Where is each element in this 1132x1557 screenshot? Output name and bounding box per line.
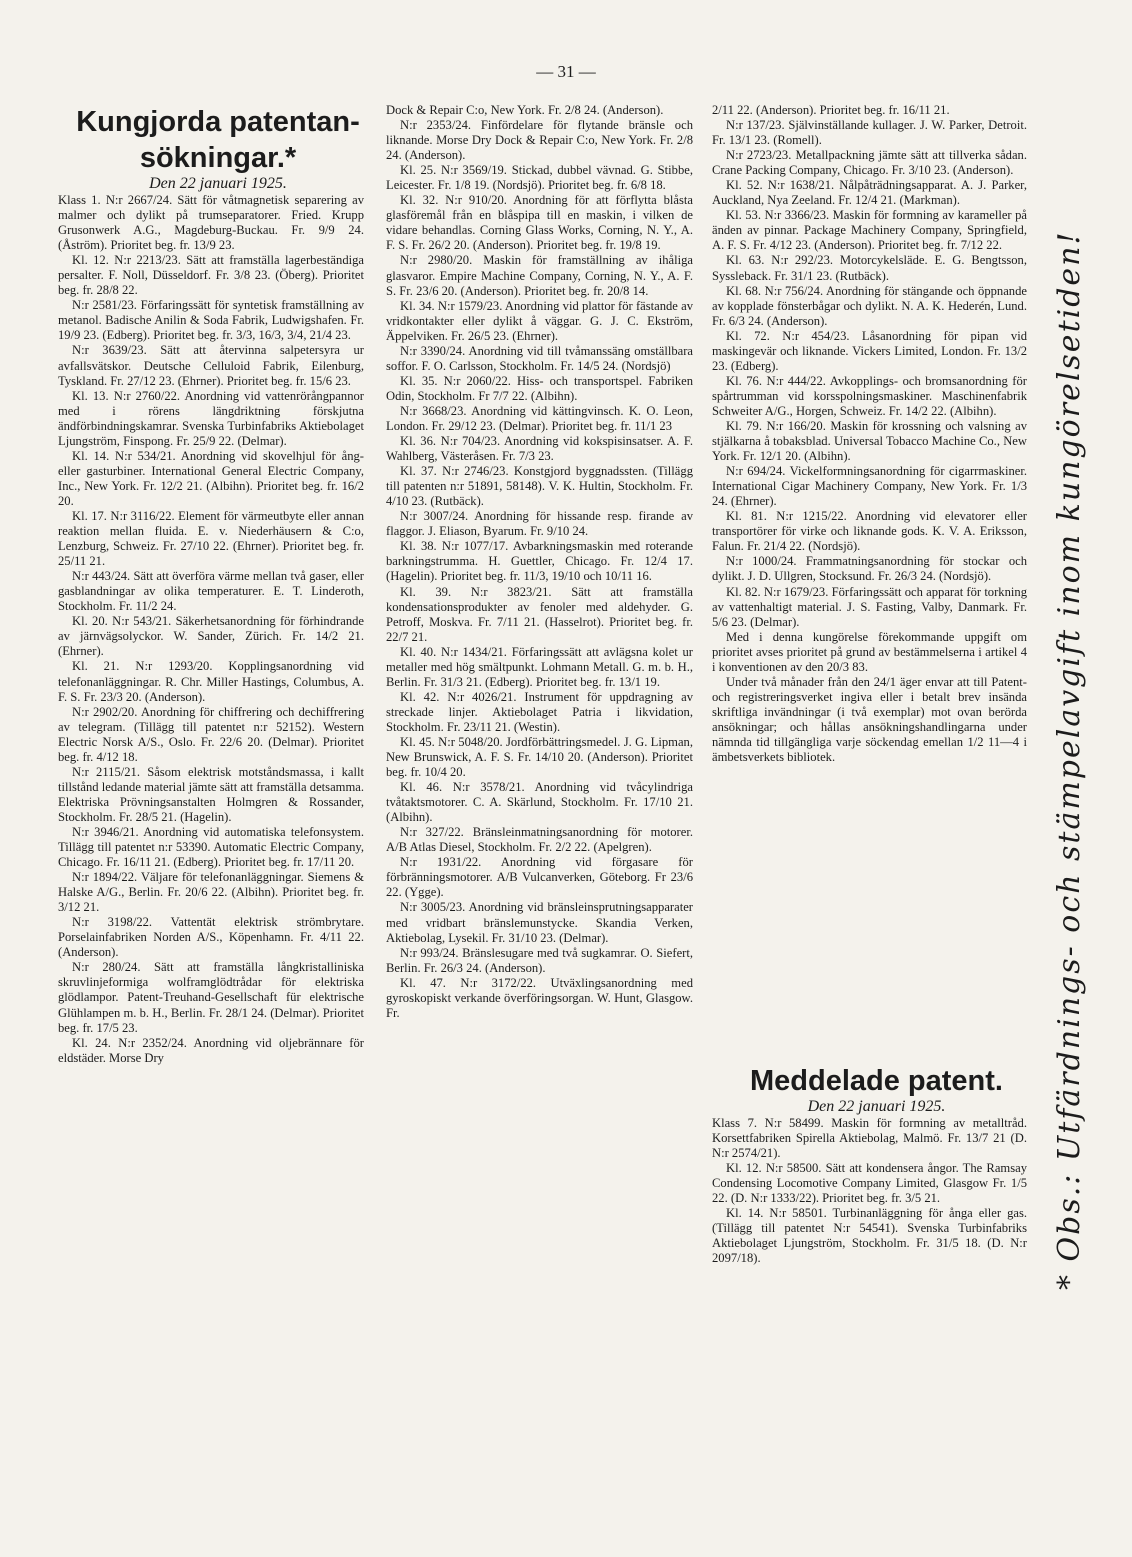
patent-entry: Kl. 37. N:r 2746/23. Konstgjord byggnadssten. (Tillägg till patenten n:r 51891, 58148). V. K. Hultin, Stockholm. Fr. 4/10 23. (Rutbäck). (386, 464, 693, 509)
patent-entry: Kl. 20. N:r 543/21. Säkerhetsanordning för förhindrande av järnvägsolyckor. W. Sander, Zürich. Fr. 14/2 21. (Ehrner). (58, 614, 364, 659)
column-2 (386, 103, 693, 1021)
entries-col3 (712, 103, 1027, 765)
patent-entry: Kl. 12. N:r 58500. Sätt att kondensera ångor. The Ramsay Condensing Locomotive Company Limited, Glasgow Fr. 1/5 22. (D. N:r 1333/22). Prioritet beg. fr. 3/5 21. (712, 1161, 1027, 1206)
patent-entry: N:r 993/24. Bränslesugare med två sugkamrar. O. Siefert, Berlin. Fr. 26/3 24. (Anderson). (386, 945, 693, 975)
patent-entry: N:r 3668/23. Anordning vid kättingvinsch. K. O. Leon, London. Fr. 29/12 23. (Delmar). Prioritet beg. fr. 11/1 23 (386, 403, 693, 433)
patent-entry: N:r 3390/24. Anordning vid till tvåmanssäng omställbara soffor. F. O. Carlsson, Stockholm. Fr. 14/5 24. (Nordsjö) (386, 343, 693, 373)
patent-entry: N:r 1894/22. Väljare för telefonanläggningar. Siemens & Halske A/G., Berlin. Fr. 20/6 22. (Albihn). Prioritet beg. fr. 3/12 21. (58, 870, 364, 915)
patent-entry: Kl. 35. N:r 2060/22. Hiss- och transportspel. Fabriken Odin, Stockholm. Fr 7/7 22. (Albihn). (386, 373, 693, 403)
patent-entry: Kl. 34. N:r 1579/23. Anordning vid plattor för fästande av vridkontakter eller dylikt å väggar. G. J. C. Ekström, Äppelviken. Fr. 26/5 23. (Ehrner). (386, 298, 693, 343)
patent-entry: Kl. 14. N:r 58501. Turbinanläggning för ånga eller gas. (Tillägg till patentet N:r 54541). Svenska Turbinfabriks Aktiebolaget Ljungström, Stockholm. Fr. 31/5 18. (D. N:r 2097/18). (712, 1206, 1027, 1266)
patent-entry: Med i denna kungörelse förekommande uppgift om prioritet avses prioritet på grund av bestämmelserna i artikel 4 i konventionen av den 20/3 83. (712, 629, 1027, 674)
granted-date: Den 22 januari 1925. (807, 1098, 946, 1116)
patent-entry: Klass 7. N:r 58499. Maskin för formning av metalltråd. Korsettfabriken Spirella Aktiebolag, Malmö. Fr. 13/7 21 (D. N:r 2574/21). (712, 1116, 1027, 1161)
entries-granted (712, 1116, 1027, 1266)
patent-entry: Kl. 82. N:r 1679/23. Förfaringssätt och apparat för torkning av vattenhaltigt material. J. S. Fasting, Valby, Danmark. Fr. 5/6 23. (Delmar). (712, 584, 1027, 629)
patent-entry: Kl. 46. N:r 3578/21. Anordning vid tvåcylindriga tvåtaktsmotorer. C. A. Skärlund, Stockholm. Fr. 17/10 21. (Albihn). (386, 780, 693, 825)
patent-entry: Dock & Repair C:o, New York. Fr. 2/8 24. (Anderson). (386, 103, 664, 117)
granted-title: Meddelade patent. (750, 1065, 1003, 1098)
patent-entry: N:r 3005/23. Anordning vid bränsleinsprutningsapparater med vridbart bränslemunstycke. Skandia Verken, Aktiebolag, Lysekil. Fr. 31/10 23. (Delmar). (386, 900, 693, 945)
patent-entry: N:r 2581/23. Förfaringssätt för syntetisk framställning av metanol. Badische Anilin & Soda Fabrik, Ludwigshafen. Fr. 19/9 23. (Edberg). Prioritet beg. fr. 3/3, 16/3, 3/4, 21/4 23. (58, 298, 364, 343)
patent-entry: N:r 3198/22. Vattentät elektrisk strömbrytare. Porselainfabriken Norden A/S., Köpenhamn. Fr. 4/11 22. (Anderson). (58, 915, 364, 960)
patent-entry: Kl. 17. N:r 3116/22. Element för värmeutbyte eller annan reaktion mellan fluida. E. v. Niederhäusern & C:o, Lenzburg, Schweiz. Fr. 27/10 22. (Ehrner). Prioritet beg. fr. 25/11 21. (58, 508, 364, 569)
section-title-line1: Kungjorda patentan- (76, 106, 360, 138)
patent-entry: N:r 1931/22. Anordning vid förgasare för förbränningsmotorer. A/B Vulcanverken, Göteborg. Fr 23/6 22. (Ygge). (386, 855, 693, 900)
patent-entry: Kl. 81. N:r 1215/22. Anordning vid elevatorer eller transportörer för virke och liknande gods. K. V. A. Eriksson, Falun. Fr. 21/4 22. (Nordsjö). (712, 509, 1027, 554)
patent-entry: Kl. 21. N:r 1293/20. Kopplingsanordning vid telefonanläggningar. R. Chr. Miller Hastings, Columbus, A. F. S. Fr. 23/3 20. (Anderson). (58, 659, 364, 704)
patent-entry: N:r 1000/24. Frammatningsanordning för stockar och dylikt. J. D. Ullgren, Stocksund. Fr. 26/3 24. (Nordsjö). (712, 554, 1027, 584)
patent-entry: N:r 3946/21. Anordning vid automatiska telefonsystem. Tillägg till patentet n:r 53390. Automatic Electric Company, Chicago. Fr. 16/11 21. (Edberg). Prioritet beg. fr. 17/11 20. (58, 824, 364, 870)
section-title-line2: sökningar.* (139, 142, 297, 174)
patent-entry: Kl. 39. N:r 3823/21. Sätt att framställa kondensationsprodukter av fenoler med aldehyder. G. Petroff, Moskva. Fr. 7/11 21. (Hasselrot). Prioritet beg. fr. 22/7 21. (386, 584, 693, 644)
patent-entry: Kl. 63. N:r 292/23. Motorcykelsläde. E. G. Bengtsson, Syssleback. Fr. 31/1 23. (Rutbäck). (712, 253, 1027, 283)
patent-entry: N:r 2723/23. Metallpackning jämte sätt att tillverka sådan. Crane Packing Company, Chicago. Fr. 3/10 23. (Anderson). (712, 148, 1027, 178)
patent-entry: Kl. 14. N:r 534/21. Anordning vid skovelhjul för ång- eller gasturbiner. International General Electric Company, Inc., New York. Fr. 12/2 21. (Albihn). Prioritet beg. fr. 16/2 20. (58, 448, 364, 508)
patent-entry: Kl. 32. N:r 910/20. Anordning för att förflytta blåsta glasföremål från en blåspipa till en maskin, i vilken de vidare behandlas. Corning Glass Works, Corning, N. Y., A. F. S. Fr. 26/2 20. (Anderson). Prioritet beg. fr. 19/8 19. (386, 193, 693, 253)
patent-entry: Kl. 53. N:r 3366/23. Maskin för formning av karameller på änden av pinnar. Package Machinery Company, Springfield, A. F. S. Fr. 4/12 23. (Anderson). Prioritet beg. fr. 7/12 22. (712, 208, 1027, 253)
patent-entry: Kl. 42. N:r 4026/21. Instrument för uppdragning av streckade linjer. Aktiebolaget Patria i likvidation, Stockholm. Fr. 23/11 21. (Westin). (386, 689, 693, 734)
patent-entry: N:r 280/24. Sätt att framställa långkristalliniska skruvlinjeformiga wolframglödtrådar för elektriska glödlampor. Patent-Treuhand-Gesellschaft für elektrische Glühlampen m. b. H., Berlin. Fr. 28/1 24. (Delmar). Prioritet beg. fr. 17/5 23. (58, 960, 364, 1035)
patent-entry: Klass 1. N:r 2667/24. Sätt för våtmagnetisk separering av malmer och dylikt på trumseparatorer. Fried. Krupp Grusonwerk A.G., Magdeburg-Buckau. Fr. 9/9 24. (Åström). Prioritet beg. fr. 13/9 23. (58, 193, 364, 253)
patent-entry: N:r 3639/23. Sätt att återvinna salpetersyra ur avfallsvätskor. Deutsche Celluloid Fabrik, Eilenburg, Tyskland. Fr. 27/12 23. (Ehrner). Prioritet beg. fr. 15/6 23. (58, 343, 364, 388)
section-date: Den 22 januari 1925. (149, 175, 287, 192)
patent-entry: Kl. 36. N:r 704/23. Anordning vid kokspisinsatser. A. F. Wahlberg, Västeråsen. Fr. 7/3 23. (386, 434, 693, 464)
column-3 (712, 103, 1027, 1267)
patent-entry: Kl. 79. N:r 166/20. Maskin för krossning och valsning av stjälkarna å tobaksblad. Universal Tobacco Machine Co., New York. Fr. 12/1 20. (Albihn). (712, 418, 1027, 464)
patent-entry: N:r 3007/24. Anordning för hissande resp. firande av flaggor. J. Eliason, Byarum. Fr. 9/10 24. (386, 509, 693, 539)
patent-entry: N:r 2980/20. Maskin för framställning av ihåliga glasvaror. Empire Machine Company, Corning, N. Y., A. F. S. Fr. 23/6 20. (Anderson). Prioritet beg. fr. 20/8 14. (386, 253, 693, 298)
patent-entry: N:r 443/24. Sätt att överföra värme mellan två gaser, eller gasblandningar av olika temperaturer. E. T. Linderoth, Stockholm. Fr. 11/2 24. (58, 569, 364, 614)
patent-entry: N:r 327/22. Bränsleinmatningsanordning för motorer. A/B Atlas Diesel, Stockholm. Fr. 2/2 22. (Apelgren). (386, 825, 693, 855)
patent-entry: Kl. 13. N:r 2760/22. Anordning vid vattenrörångpannor med i rörens längdriktning förskjutna ändförbindningskamrar. Svenska Turbinfabriks Aktiebolaget Ljungström, Finspong. Fr. 25/9 22. (Delmar). (58, 388, 364, 448)
patent-entry: N:r 2353/24. Finfördelare för flytande bränsle och liknande. Morse Dry Dock & Repair C:o, New York. Fr. 2/8 24. (Anderson). (386, 118, 693, 163)
patent-entry: N:r 2902/20. Anordning för chiffrering och dechiffrering av telegram. (Tillägg till patentet n:r 52152). Western Electric Norsk A/S., Oslo. Fr. 22/6 20. (Delmar). Prioritet beg. fr. 4/12 18. (58, 704, 364, 764)
patent-entry: Kl. 40. N:r 1434/21. Förfaringssätt att avlägsna kolet ur metaller med hög smältpunkt. Lohmann Metall. G. m. b. H., Berlin. Fr. 31/3 21. (Edberg). Prioritet beg. fr. 13/1 19. (386, 644, 693, 689)
patent-entry: 2/11 22. (Anderson). Prioritet beg. fr. 16/11 21. (712, 103, 950, 117)
patent-entry: N:r 2115/21. Såsom elektrisk motståndsmassa, i kallt tillstånd ledande material jämte sätt att framställa detsamma. Elektriska Prövningsanstalten Holmgren & Rossander, Stockholm. Fr. 28/5 21. (Hagelin). (58, 764, 364, 824)
patent-entry: Kl. 12. N:r 2213/23. Sätt att framställa lagerbeständiga persalter. F. Noll, Düsseldorf. Fr. 3/8 23. (Öberg). Prioritet beg. fr. 28/8 22. (58, 253, 364, 298)
patent-entry: N:r 694/24. Vickelformningsanordning för cigarrmaskiner. International Cigar Machinery Company, New York. Fr. 1/3 24. (Ehrner). (712, 464, 1027, 509)
patent-entry: Kl. 72. N:r 454/23. Låsanordning för pipan vid maskingevär och liknande. Vickers Limited, London. Fr. 13/2 23. (Edberg). (712, 328, 1027, 373)
patent-entry: N:r 137/23. Självinställande kullager. J. W. Parker, Detroit. Fr. 13/1 23. (Romell). (712, 118, 1027, 148)
patent-entry: Kl. 24. N:r 2352/24. Anordning vid oljebrännare för eldstäder. Morse Dry (58, 1035, 364, 1065)
patent-entry: Kl. 52. N:r 1638/21. Nålpåträdningsapparat. A. J. Parker, Auckland, Nya Zeeland. Fr. 12/4 21. (Markman). (712, 178, 1027, 208)
patent-entry: Kl. 38. N:r 1077/17. Avbarkningsmaskin med roterande barkningstrumma. H. Guettler, Chicago. Fr. 12/4 17. (Hagelin). Prioritet beg. fr. 11/3, 19/10 och 10/11 16. (386, 539, 693, 584)
patent-entry: Kl. 45. N:r 5048/20. Jordförbättringsmedel. J. G. Lipman, New Brunswick, A. F. S. Fr. 14/10 20. (Anderson). Prioritet beg. fr. 10/4 20. (386, 734, 693, 780)
page-number: — 31 — (536, 62, 596, 81)
patent-entry: Kl. 76. N:r 444/22. Avkopplings- och bromsanordning för spårtrumman vid korsspolningsmaskiner. Maschinenfabrik Schweiter A/G., Horgen, Schweiz. Fr. 14/2 22. (Albihn). (712, 373, 1027, 418)
side-note: * Obs.: Utfärdnings- och stämpelavgift inom kungörelsetiden! (1052, 230, 1087, 1290)
column-1 (58, 103, 364, 1066)
patent-entry: Kl. 25. N:r 3569/19. Stickad, dubbel vävnad. G. Stibbe, Leicester. Fr. 1/8 19. (Nordsjö). Prioritet beg. fr. 6/8 18. (386, 163, 693, 193)
patent-entry: Kl. 47. N:r 3172/22. Utväxlingsanordning med gyroskopiskt verkande överföringsorgan. W. Hunt, Glasgow. Fr. (386, 975, 693, 1020)
entries-col2 (386, 103, 693, 1021)
patent-entry: Kl. 68. N:r 756/24. Anordning för stängande och öppnande av kopplade fönsterbågar och dylikt. N. A. K. Hederén, Lund. Fr. 6/3 24. (Anderson). (712, 283, 1027, 328)
patent-entry: Under två månader från den 24/1 äger envar att till Patent- och registreringsverket ingiva eller i betalt brev insända skriftliga invändningar (i två exemplar) mot ovan berörda ansökningar; och hållas ansökningshandlingarna under nämnda tid tillgängliga varje söckendag emellan 1/2 11—4 i ämbetsverkets bibliotek. (712, 674, 1027, 765)
entries-col1 (58, 193, 364, 1066)
